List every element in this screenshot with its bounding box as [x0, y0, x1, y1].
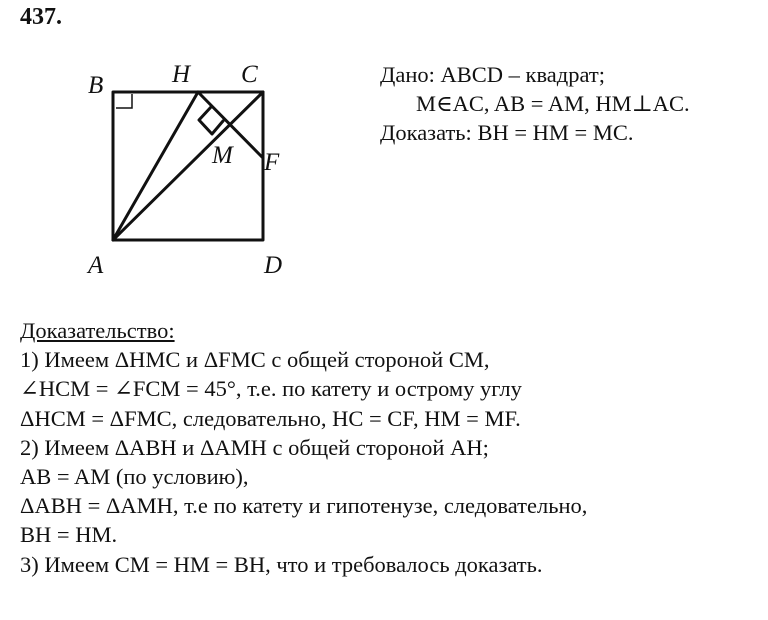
- right-angle-mark-b: [116, 94, 132, 108]
- proof-line: BH = HM.: [20, 522, 118, 548]
- problem-number: 437.: [20, 4, 62, 30]
- proof-title: Доказательство:: [20, 318, 175, 343]
- right-angle-mark-m: [199, 107, 223, 134]
- label-c: C: [241, 61, 258, 88]
- segment-ah: [113, 92, 198, 240]
- label-d: D: [264, 252, 283, 279]
- proof-line: ∠HCM = ∠FCM = 45°, т.е. по катету и острому углу: [20, 376, 522, 402]
- given-block: [380, 60, 690, 147]
- proof-block: [20, 316, 587, 579]
- proof-line: 2) Имеем ΔABH и ΔAMH с общей стороной AH;: [20, 434, 489, 460]
- geometry-figure: [80, 55, 310, 285]
- label-h: H: [172, 61, 191, 88]
- proof-line: ΔHCM = ΔFMC, следовательно, HC = CF, HM = MF.: [20, 405, 521, 431]
- label-a: A: [88, 252, 104, 279]
- proof-line: ΔABH = ΔAMH, т.е по катету и гипотенузе, следовательно,: [20, 493, 588, 519]
- proof-line: AB = AM (по условию),: [20, 464, 249, 490]
- label-m: M: [212, 142, 233, 169]
- given-line: Дано: ABCD – квадрат;: [380, 62, 605, 87]
- segment-ac: [113, 92, 263, 240]
- label-b: B: [88, 72, 104, 99]
- label-f: F: [264, 149, 280, 176]
- proof-line: 1) Имеем ΔHMC и ΔFMC с общей стороной CM,: [20, 347, 490, 373]
- given-line: M∈AC, AB = AM, HM⊥AC.: [416, 91, 690, 116]
- prove-line: Доказать: BH = HM = MC.: [380, 120, 634, 145]
- proof-line: 3) Имеем CM = HM = BH, что и требовалось доказать.: [20, 551, 543, 577]
